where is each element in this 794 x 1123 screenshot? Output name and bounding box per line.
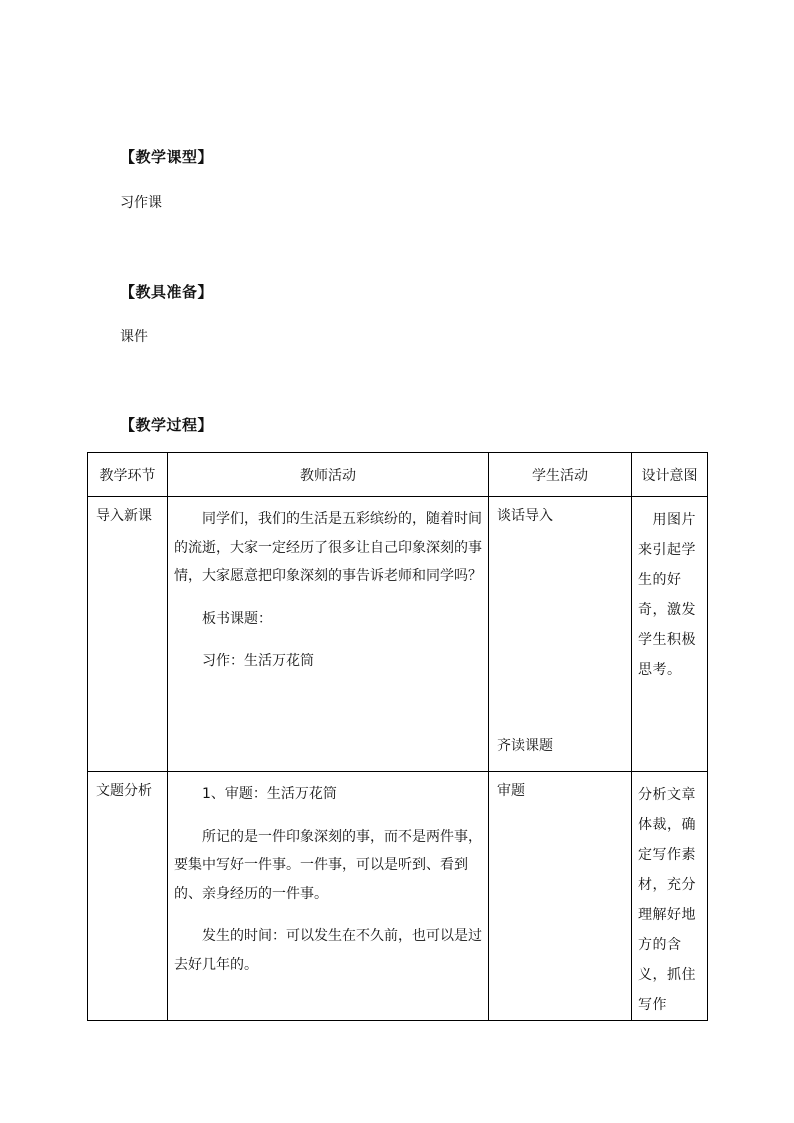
header-stage: 教学环节: [88, 453, 168, 497]
teaching-process-table: [87, 452, 708, 1021]
student-activity-text: 齐读课题: [497, 738, 553, 754]
stage-cell: 文题分析: [88, 772, 168, 1021]
section-heading-lesson-type: 【教学课型】: [120, 148, 214, 166]
header-design-intent: 设计意图: [632, 453, 708, 497]
teacher-paragraph: 所记的是一件印象深刻的事，而不是两件事，要集中写好一件事。一件事，可以是听到、看到的、亲身经历的一件事。: [174, 828, 482, 902]
header-student-activity: 学生活动: [489, 453, 632, 497]
section-heading-process: 【教学过程】: [120, 416, 214, 434]
student-activity-cell: 审题: [489, 772, 632, 1021]
teacher-paragraph: 习作：生活万花筒: [202, 653, 314, 670]
design-intent-cell: 用图片来引起学生的好奇，激发学生积极思考。: [632, 497, 708, 772]
design-intent-cell: 分析文章体裁，确定写作素材，充分理解好地方的含义，抓住写作: [632, 772, 708, 1021]
teacher-paragraph: 发生的时间：可以发生在不久前，也可以是过去好几年的。: [174, 928, 482, 973]
materials-value: 课件: [120, 329, 148, 345]
teacher-paragraph: 板书课题：: [202, 610, 272, 627]
teacher-activity-cell: [168, 497, 489, 772]
student-activity-cell: [489, 497, 632, 772]
table-row: [88, 772, 708, 1021]
section-heading-materials: 【教具准备】: [120, 283, 214, 301]
header-teacher-activity: 教师活动: [168, 453, 489, 497]
table-row: [88, 497, 708, 772]
teacher-paragraph: 同学们，我们的生活是五彩缤纷的，随着时间的流逝，大家一定经历了很多让自己印象深刻的事情，大家愿意把印象深刻的事告诉老师和同学吗？: [174, 511, 482, 585]
student-activity-text: 谈话导入: [497, 508, 553, 524]
teacher-paragraph: 1、审题：生活万花筒: [202, 786, 337, 802]
lesson-type-value: 习作课: [120, 195, 162, 211]
stage-cell: 导入新课: [88, 497, 168, 772]
table-header-row: [88, 453, 708, 497]
teacher-activity-cell: [168, 772, 489, 1021]
